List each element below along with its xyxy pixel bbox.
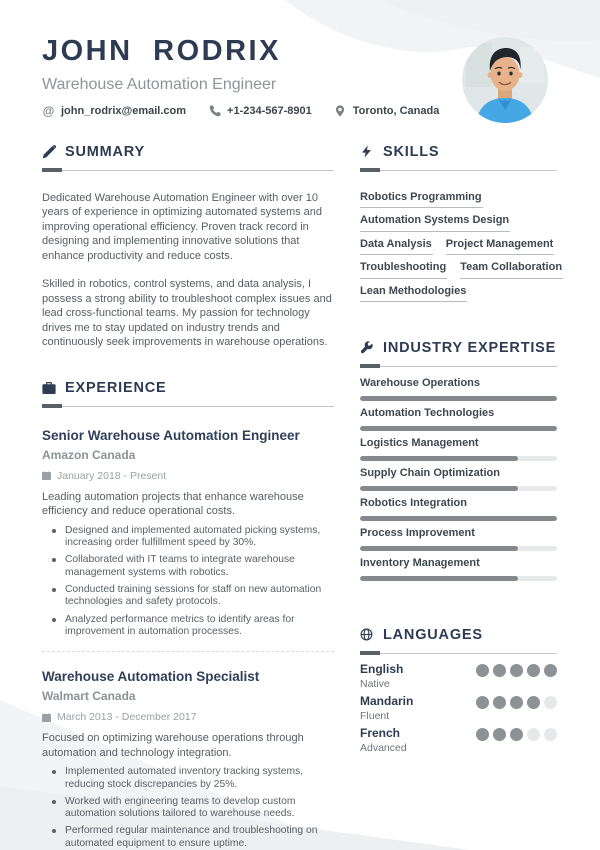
expertise-label: Process Improvement [360,527,475,540]
skills-list [360,190,563,303]
languages-rule [360,653,557,658]
job-bullet-list [42,766,334,850]
expertise-label: Robotics Integration [360,497,467,510]
job-bullet: Analyzed performance metrics to identify areas for improvement in automation processes. [42,614,334,639]
language-level: Native [360,678,390,691]
job-bullet: Designed and implemented automated picking systems, increasing order fulfillment speed by 30%. [42,525,334,550]
summary-paragraph: Skilled in robotics, control systems, and data analysis, I possess a strong ability to troubleshoot complex issues and lead cross-functional teams. My passion for technology drives me to stay updated on industry trends and continuously seek improvements in warehouse operations. [42,278,332,349]
expertise-item [360,557,557,581]
expertise-bar [360,426,557,431]
dot-filled [476,728,489,741]
experience-divider [42,651,334,652]
industry-expertise-title: INDUSTRY EXPERTISE [383,340,557,357]
dot-empty [544,728,557,741]
contact-phone [208,105,312,118]
skill-item: Project Management [446,238,555,256]
experience-entry [42,428,334,638]
experience-header [42,380,334,396]
summary-rule [42,170,334,175]
experience-title: EXPERIENCE [65,379,167,396]
language-proficiency-dots [476,694,557,709]
languages-header [360,627,557,643]
phone-text: +1-234-567-8901 [227,105,312,118]
expertise-label: Warehouse Operations [360,377,481,390]
expertise-item [360,527,557,551]
expertise-item [360,377,557,401]
expertise-bar [360,396,557,401]
skills-rule [360,170,557,175]
skills-header [360,144,557,160]
expertise-bar-fill [360,456,518,461]
skill-item: Team Collaboration [460,261,563,279]
expertise-bar [360,576,557,581]
job-bullet-list [42,525,334,638]
job-bullet: Collaborated with IT teams to integrate warehouse management systems with robotics. [42,554,334,579]
summary-paragraph: Dedicated Warehouse Automation Engineer with over 10 years of experience in optimizing automated systems and improving operational efficiency. Proven track record in designing and implementing innovative solutions that enhance productivity and reduce costs. [42,191,323,262]
expertise-item [360,407,557,431]
dot-empty [527,728,540,741]
person-name: JOHN RODRIX [42,35,281,67]
dot-filled [527,664,540,677]
phone-icon [208,105,221,118]
at-icon: @ [42,104,55,119]
job-company: Amazon Canada [42,447,136,462]
calendar-icon [42,713,51,722]
email-text: john_rodrix@email.com [61,105,187,118]
dot-empty [544,696,557,709]
language-item [360,726,557,754]
right-column [360,143,563,850]
lightning-icon [360,145,374,159]
pen-icon [42,145,56,159]
expertise-label: Automation Technologies [360,407,495,420]
dot-filled [544,664,557,677]
briefcase-icon [42,381,56,395]
expertise-bar-fill [360,396,557,401]
dot-filled [493,728,506,741]
job-bullet: Worked with engineering teams to develop custom automation solutions tailored to warehouse needs. [42,796,334,821]
language-item [360,694,557,722]
location-text: Toronto, Canada [352,105,440,118]
avatar [462,37,548,123]
dot-filled [493,696,506,709]
job-title: Warehouse Automation Specialist [42,669,260,685]
language-proficiency-dots [476,726,557,741]
language-item [360,662,557,690]
section-experience [42,380,334,850]
expertise-bar [360,486,557,491]
expertise-item [360,467,557,491]
wrench-icon [360,341,374,355]
contact-location [334,105,440,118]
section-industry-expertise [360,340,557,581]
industry-expertise-header [360,340,557,356]
dot-filled [510,664,523,677]
expertise-bar-fill [360,426,557,431]
job-lead: Focused on optimizing warehouse operations through automation and technology integration. [42,732,304,759]
expertise-bar [360,456,557,461]
languages-title: LANGUAGES [383,627,483,644]
dot-filled [527,696,540,709]
language-name: Mandarin [360,694,414,709]
expertise-item [360,437,557,461]
skill-item: Troubleshooting [360,261,447,279]
section-summary [42,144,334,350]
dot-filled [510,728,523,741]
expertise-label: Logistics Management [360,437,479,450]
skill-item: Data Analysis [360,238,433,256]
dot-filled [510,696,523,709]
job-title: Senior Warehouse Automation Engineer [42,427,300,443]
skills-title: SKILLS [383,143,440,160]
expertise-bar [360,546,557,551]
industry-expertise-rule [360,366,557,371]
person-job-title: Warehouse Automation Engineer [42,75,277,93]
contact-email [42,105,186,118]
section-skills [360,143,563,303]
expertise-label: Inventory Management [360,557,480,570]
language-name: English [360,662,404,677]
summary-header [42,144,334,160]
dot-filled [493,664,506,677]
left-column [42,144,334,850]
expertise-bar-fill [360,516,557,521]
language-level: Fluent [360,710,390,723]
skill-item: Lean Methodologies [360,285,467,303]
job-bullet: Performed regular maintenance and troubleshooting on automated equipment to ensure uptime. [42,825,334,850]
job-dates-text: March 2013 - December 2017 [57,711,197,724]
expertise-bar-fill [360,486,518,491]
globe-icon [360,628,374,642]
expertise-label: Supply Chain Optimization [360,467,500,480]
job-dates [42,711,334,723]
job-bullet: Implemented automated inventory tracking systems, reducing stock discrepancies by 25%. [42,766,334,791]
dot-filled [476,664,489,677]
calendar-icon [42,471,51,480]
job-bullet: Conducted training sessions for staff on new automation technologies and safety protocols. [42,584,334,609]
job-dates-text: January 2018 - Present [57,469,167,482]
job-company: Walmart Canada [42,689,136,704]
avatar-photo-illustration [462,37,548,123]
language-name: French [360,726,401,741]
job-lead: Leading automation projects that enhance warehouse efficiency and reduce operational costs. [42,490,304,518]
summary-title: SUMMARY [65,143,145,160]
pin-icon [334,105,347,118]
dot-filled [476,696,489,709]
expertise-bar-fill [360,576,518,581]
skill-item: Robotics Programming [360,191,483,209]
skill-item: Automation Systems Design [360,214,510,232]
section-languages [360,627,557,754]
experience-entry [42,669,334,850]
language-proficiency-dots [476,662,557,677]
expertise-bar-fill [360,546,518,551]
job-dates [42,470,334,482]
experience-rule [42,406,334,411]
expertise-item [360,497,557,521]
expertise-bar [360,516,557,521]
language-level: Advanced [360,742,407,755]
